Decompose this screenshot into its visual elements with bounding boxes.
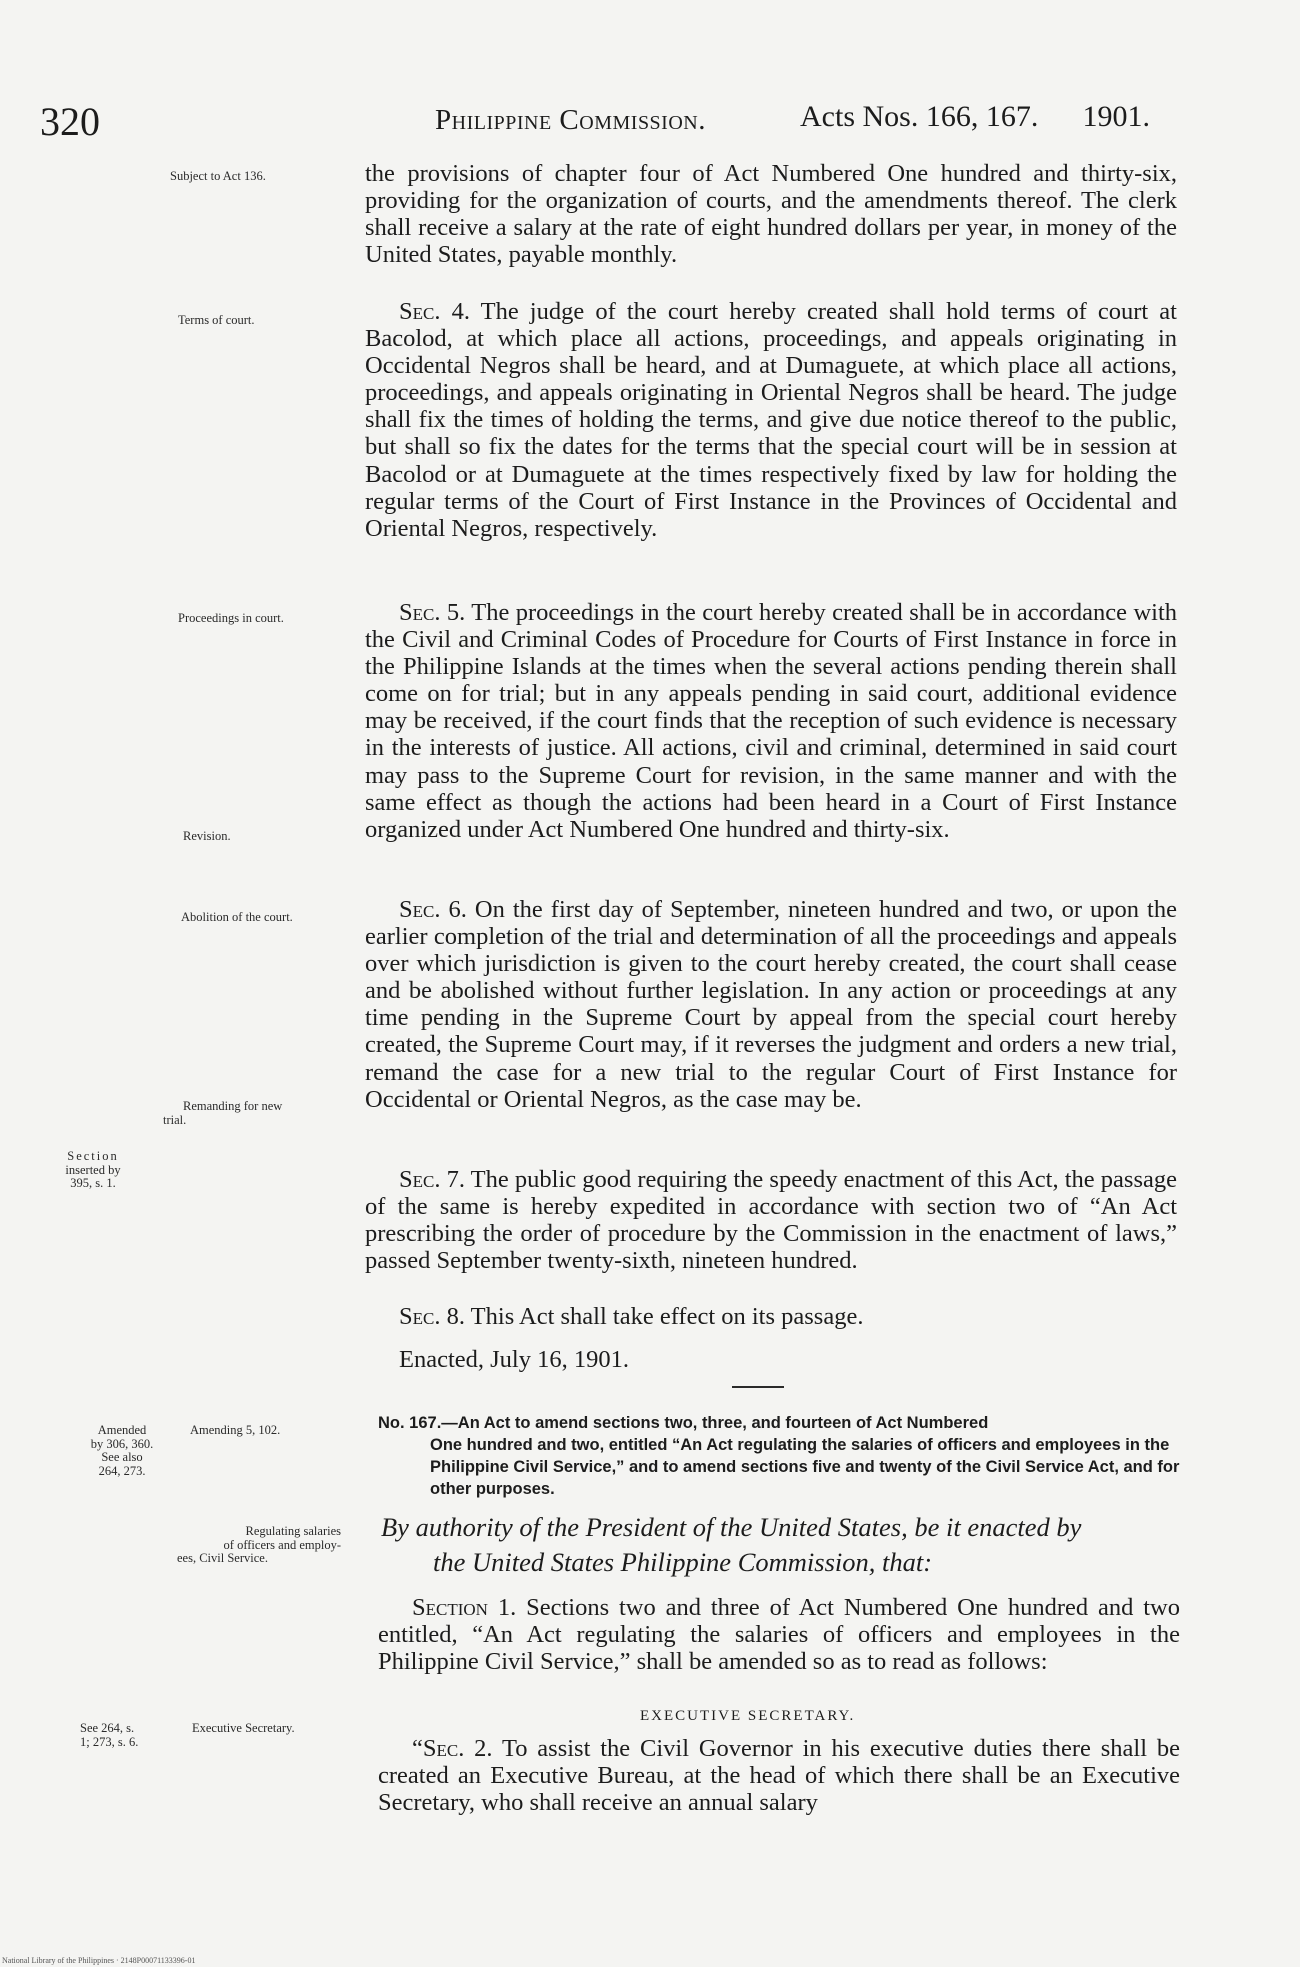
sec6-text: On the first day of September, nineteen hundred and two, or upon the earlier completion of the trial and determination of all the proceedings and appeals over which jurisdiction is given to the court hereby created, the court shall cease and be abolished without further legislation. In any action or proceedings at any time pending in the Supreme Court by appeal from the special court hereby created, the Supreme Court may, if it reverses the judgment and orders a new trial, remand the case for a new trial to the regular Court of First Instance for Occidental or Oriental Negros, as the case may be. — [365, 896, 1177, 1113]
side-note-executive-secretary: Executive Secretary. — [192, 1721, 295, 1735]
act-167-title-lead: No. 167.—An Act to amend sections two, three, and fourteen of Act Numbered — [378, 1414, 989, 1432]
side-note-see-264-line2: 1; 273, s. 6. — [80, 1734, 139, 1749]
scan-footer: National Library of the Philippines · 2148P00071133396-01 — [2, 1956, 196, 1965]
paragraph-sec2-quoted — [378, 1735, 1180, 1816]
side-note-regulating — [163, 1525, 341, 1566]
side-note-revision: Revision. — [183, 829, 231, 843]
header-year: 1901. — [1082, 100, 1150, 133]
enacting-clause-line1: By authority of the President of the United States, be it enacted by — [381, 1512, 1082, 1542]
side-note-terms-of-court: Terms of court. — [178, 313, 255, 327]
sec2-text: To assist the Civil Governor in his executive duties there shall be created an Executive Bureau, at the head of which there shall be an Executive Secretary, who shall receive an annual salary — [378, 1735, 1180, 1817]
side-note-amended — [78, 1424, 166, 1478]
side-note-abolition: Abolition of the court. — [181, 910, 293, 924]
sec8-label: Sec. 8. — [399, 1303, 465, 1330]
section-divider — [732, 1386, 784, 1388]
side-note-remanding-line1: Remanding for new — [183, 1099, 283, 1113]
sec7-text: The public good requiring the speedy enactment of this Act, the passage of the same is hereby expedited in accordance with section two of “An Act prescribing the order of procedure by the Commission in the enactment of laws,” passed September twenty-sixth, nineteen hundred. — [365, 1166, 1177, 1275]
side-note-section-inserted-line2: inserted by — [65, 1162, 121, 1177]
sec5-label: Sec. 5. — [399, 599, 466, 626]
side-note-regulating-line1: Regulating salaries — [245, 1524, 341, 1538]
page-number: 320 — [40, 99, 100, 144]
sec4-text: The judge of the court hereby created shall hold terms of court at Bacolod, at which place all actions, proceedings, and appeals originating in Occidental Negros shall be heard, and at Dumaguete, at which place all actions, proceedings, and appeals originating in Oriental Negros shall be heard. The judge shall fix the times of holding the terms, and give due notice thereof to the public, but shall so fix the dates for the terms that the special court will be in session at Bacolod or at Dumaguete at the times respectively fixed by law for holding the regular terms of the Court of First Instance in the Provinces of Occidental and Oriental Negros, respectively. — [365, 298, 1177, 542]
enacted-line: Enacted, July 16, 1901. — [399, 1346, 629, 1373]
side-note-section-inserted — [58, 1150, 128, 1191]
paragraph-section1 — [378, 1594, 1180, 1675]
paragraph-sec6 — [365, 896, 1177, 1113]
paragraph-sec5 — [365, 599, 1177, 843]
sec2-label: “Sec. 2. — [412, 1735, 493, 1762]
page-header — [40, 96, 1150, 156]
paragraph-continuation: the provisions of chapter four of Act Numbered One hundred and thirty-six, providing for the organization of courts, and the amendments thereof. The clerk shall receive a salary at the rate of eight hundred dollars per year, in money of the United States, payable monthly. — [365, 160, 1177, 269]
side-note-remanding-line2: trial. — [163, 1112, 187, 1127]
side-note-subject-to-act: Subject to Act 136. — [170, 169, 266, 183]
executive-secretary-heading: EXECUTIVE SECRETARY. — [640, 1708, 856, 1724]
side-note-amended-line1: Amended — [97, 1423, 147, 1437]
paragraph-sec4 — [365, 298, 1177, 542]
side-note-section-inserted-line3: 395, s. 1. — [70, 1176, 116, 1190]
side-note-regulating-line3: ees, Civil Service. — [177, 1551, 268, 1565]
section1-text: Sections two and three of Act Numbered One hundred and two entitled, “An Act regulating the salaries of officers and employees in the Philippine Civil Service,” shall be amended so as to read as follows: — [378, 1594, 1180, 1676]
side-note-section-inserted-line1: Section — [67, 1149, 119, 1163]
side-note-proceedings-in-court: Proceedings in court. — [178, 611, 284, 625]
act-167-title-cont: One hundred and two, entitled “An Act regulating the salaries of officers and employees in the Philippine Civil Service,” and to amend sections five and twenty of the Civil Service Act, and for other purposes. — [430, 1436, 1180, 1498]
paragraph-sec8 — [365, 1303, 1177, 1330]
paragraph-sec7 — [365, 1166, 1177, 1274]
section1-label: Section 1. — [412, 1594, 517, 1621]
side-note-remanding — [163, 1099, 283, 1127]
side-note-amending: Amending 5, 102. — [190, 1423, 281, 1437]
side-note-regulating-line2: of officers and employ- — [223, 1537, 341, 1552]
side-note-amended-line3: See also — [101, 1450, 143, 1464]
side-note-amended-line4: 264, 273. — [98, 1463, 146, 1478]
side-note-see-264-line1: See 264, s. — [80, 1721, 135, 1735]
side-note-amended-line2: by 306, 360. — [90, 1436, 154, 1451]
sec4-label: Sec. 4. — [399, 298, 470, 325]
sec8-text: This Act shall take effect on its passage. — [464, 1303, 864, 1330]
running-head: Philippine Commission. — [435, 104, 706, 136]
side-note-see-264 — [80, 1722, 138, 1749]
sec5-text: The proceedings in the court hereby created shall be in accordance with the Civil and Criminal Codes of Procedure for Courts of First Instance in force in the Philippine Islands at the times when the several actions pending therein shall come on for trial; but in any appeals pending in said court, additional evidence may be received, if the court finds that the reception of such evidence is necessary in the interests of justice. All actions, civil and criminal, determined in said court may pass to the Supreme Court for revision, in the same manner and with the same effect as though the actions had been heard in a Court of First Instance organized under Act Numbered One hundred and thirty-six. — [365, 599, 1177, 843]
enacting-clause-line2: the United States Philippine Commission, that: — [433, 1547, 933, 1577]
header-acts: Acts Nos. 166, 167. — [800, 100, 1039, 133]
sec7-label: Sec. 7. — [399, 1166, 465, 1193]
act-167-title — [378, 1412, 1180, 1500]
sec6-label: Sec. 6. — [399, 896, 467, 923]
